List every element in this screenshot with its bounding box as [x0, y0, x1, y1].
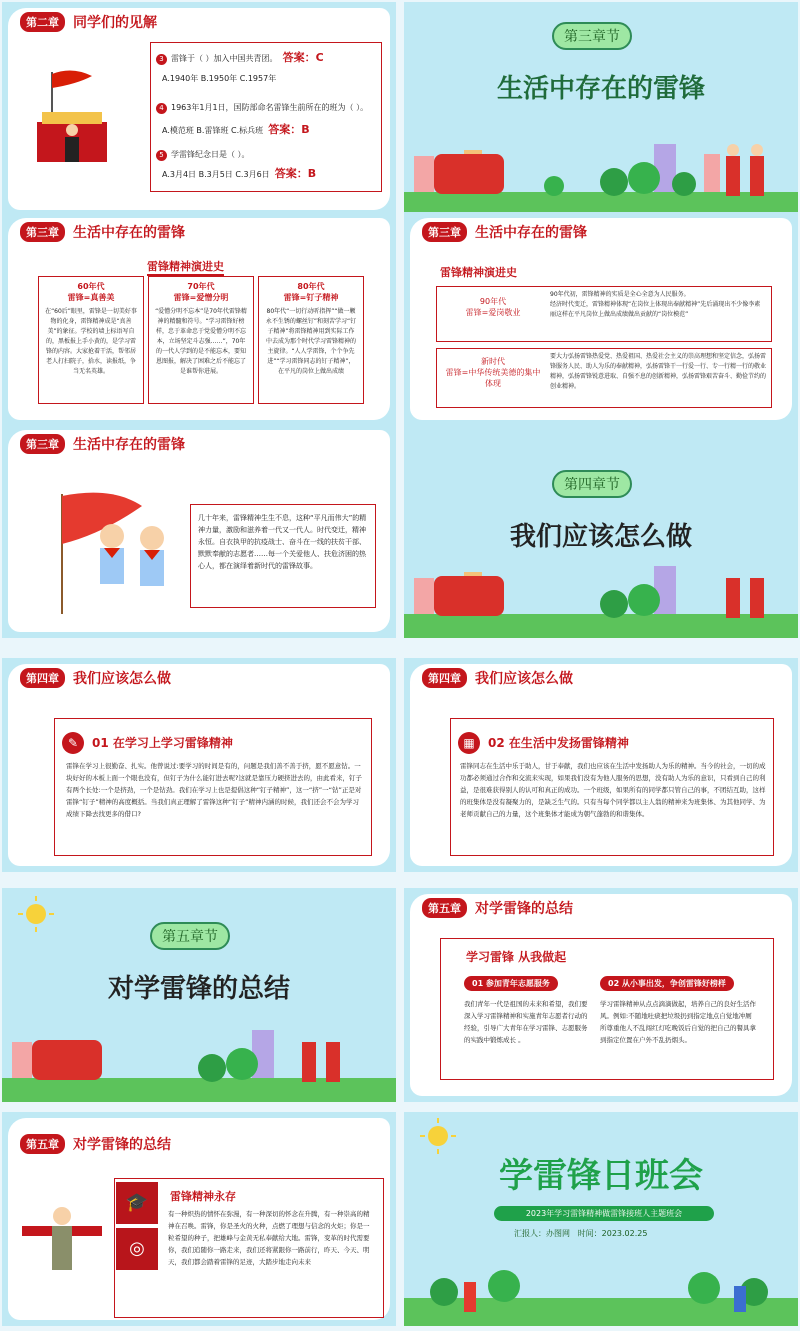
era-new-head1: 新时代 — [481, 357, 505, 366]
question-4 — [156, 95, 380, 114]
card-subtitle: 学习雷锋 从我做起 — [466, 950, 567, 964]
time-value: 2023.02.25 — [601, 1229, 648, 1238]
chapter-tag: 第四章 — [20, 668, 65, 688]
slide-3[interactable] — [2, 212, 396, 426]
chapter-title: 生活中存在的雷锋 — [475, 225, 587, 241]
era-80s-head2: 雷锋=钉子精神 — [283, 293, 339, 302]
body-text: 雷锋同志在生活中乐于助人，甘于奉献，我们也应该在生活中发扬助人为乐的精神。当今的社会，一切的成功都必须通过合作和交流来实现，如果我们没有为他人服务的思想，没有助人为乐的意识，只看到自己的利益，是很难获得别人的认可和真正的成功。一个班级，如果所有的同学都只管自己的事，不团结互助，这样的班集体是没有凝聚力的，是缺乏生气的。只有当每个同学都以主人翁的精神来为班集体、为其他同学、为老师贡献自己的力量，这个班集体才能成为朝气蓬勃的和谐集体。 — [460, 762, 766, 818]
pen-icon: ✎ — [62, 732, 84, 754]
slide-11[interactable] — [2, 1112, 396, 1326]
slide-9[interactable] — [2, 888, 396, 1102]
card-title: 01 在学习上学习雷锋精神 — [92, 736, 233, 750]
era-new-head — [444, 356, 542, 389]
slide-10[interactable] — [404, 888, 798, 1102]
chapter-title: 我们应该怎么做 — [475, 671, 573, 687]
slide-2[interactable] — [404, 2, 798, 216]
era-60s-head1: 60年代 — [77, 282, 105, 291]
soldier-illustration — [22, 1196, 102, 1286]
slide-12[interactable] — [404, 1112, 798, 1326]
q3-answer: 答案：C — [282, 51, 324, 64]
card-title: 02 在生活中发扬雷锋精神 — [488, 736, 629, 750]
subtitle: 雷锋精神演进史 — [440, 266, 517, 279]
era-70s-body: “爱憎分明不忘本”是70年代雷锋精神的精髓和符号。“学习雷锋好榜样，忠于革命忠于党爱憎分明不忘本，立场坚定斗志强……”，70年的一代人学到的是不能忘本，要知恩图报，解决了困难之后不能忘了是谁帮你进展。 — [155, 308, 247, 375]
saluting-children-illustration — [32, 484, 182, 624]
chapter-header — [20, 12, 157, 32]
era-card-70s — [148, 276, 254, 404]
section-badge: 第四章节 — [552, 470, 632, 498]
chapter-header — [20, 668, 171, 688]
city-volunteers-scene — [404, 548, 798, 638]
time-label: 时间： — [577, 1229, 602, 1238]
closing-title: 学雷锋日班会 — [499, 1156, 703, 1196]
sun-icon — [16, 894, 56, 934]
q5-text: 学雷锋纪念日是（ ）。 — [171, 150, 250, 159]
park-scene — [404, 1236, 798, 1326]
era-90s-body-red: 90年代初，雷锋精神的实质是全心全意为人民服务。 — [550, 291, 690, 298]
body-volunteer: 我们青年一代是祖国的未来和希望，我们要深入学习雷锋精神和实施青年志愿者行动的经验，引导广大青年在学习雷锋、志愿服务的实践中锻炼成长 。 — [464, 1000, 588, 1044]
q5-row — [162, 162, 316, 181]
chapter-title: 生活中存在的雷锋 — [73, 225, 185, 241]
q4-number: 4 — [156, 103, 167, 114]
subtitle: 雷锋精神演进史 — [147, 258, 224, 276]
slide-7[interactable] — [2, 658, 396, 872]
slide-8[interactable] — [404, 658, 798, 872]
chapter-title: 我们应该怎么做 — [73, 671, 171, 687]
q4-options: A.模范班 B.雷锋班 C.标兵班 — [162, 126, 264, 135]
reporter-name: 办图网 — [546, 1229, 570, 1238]
city-volunteers-scene — [2, 1012, 396, 1102]
title-ribbon: 2023年学习雷锋精神做雷锋接班人主题班会 — [494, 1206, 714, 1221]
chapter-tag: 第五章 — [20, 1134, 65, 1154]
chapter-header — [20, 222, 185, 242]
chapter-tag: 第三章 — [422, 222, 467, 242]
section-title: 生活中存在的雷锋 — [496, 74, 705, 104]
calendar-icon: ▦ — [458, 732, 480, 754]
chapter-header — [20, 1134, 171, 1154]
era-80s-head1: 80年代 — [297, 282, 325, 291]
era-90s-body: 经济时代变迁，雷锋精神体现“在岗位上体现出奉献精神”先后涌现出不少像李素丽这样在平凡岗位上做出成绩做出贡献的“岗位模范” — [550, 301, 761, 318]
slide-6[interactable] — [404, 424, 798, 638]
question-5 — [156, 142, 380, 161]
slide-1[interactable] — [2, 2, 396, 216]
card-title: 雷锋精神永存 — [170, 1190, 236, 1203]
q5-number: 5 — [156, 150, 167, 161]
chapter-title: 生活中存在的雷锋 — [73, 437, 185, 453]
era-card-60s — [38, 276, 144, 404]
slide-5[interactable] — [2, 424, 396, 638]
q3-number: 3 — [156, 54, 167, 65]
section-badge: 第三章节 — [552, 22, 632, 50]
era-70s-head2: 雷锋=爱憎分明 — [173, 293, 229, 302]
city-volunteers-scene — [404, 126, 798, 216]
chapter-header — [422, 668, 573, 688]
reporter-label: 汇报人： — [514, 1229, 546, 1238]
era-90s-body-wrap — [550, 290, 766, 320]
body-small-things: 学习雷锋精神从点点滴滴做起，培养自己的良好生活作风。例如:不随地吐痰把垃圾扔到指定地点自觉地冲厕所尊重他人不乱闯红灯吃晚饭后自觉的把自己的餐具拿到指定位置在户外不乱扔烟头。 — [600, 1000, 756, 1044]
chapter-title: 对学雷锋的总结 — [73, 1137, 171, 1153]
section-title: 我们应该怎么做 — [509, 522, 692, 552]
target-icon: ◎ — [116, 1228, 158, 1270]
section-title: 对学雷锋的总结 — [107, 974, 290, 1004]
pill-small-things: 02 从小事出发，争创雷锋好榜样 — [600, 976, 734, 991]
era-80s-body: 80年代“一切行动听指挥”“做一颗永不生锈的螺丝钉”和刻苦学习“钉子精神”将雷锋精神用到实际工作中去成为那个时代学习雷锋精神的主旋律。“人人学雷锋，个个争先进”“学习雷锋同志的钉子精神”，在平凡的岗位上做出成绩 — [265, 308, 357, 375]
chapter-title: 同学们的见解 — [73, 15, 157, 31]
question-3 — [156, 46, 380, 65]
chapter-header — [422, 898, 573, 918]
tiananmen-illustration — [32, 62, 112, 172]
q4-row — [162, 118, 310, 137]
era-90s-head2: 雷锋=爱岗敬业 — [465, 308, 521, 317]
era-90s-head — [444, 296, 542, 318]
body-text: 雷锋在学习上很勤奋、扎实。他曾说过:要学习的时间是有的，问题是我们善不善于挤，愿不愿意钻。一块好好的木板上面一个眼也没有，但钉子为什么能钉进去呢?这就是靠压力硬挤进去的，由此看来，钉子有两个长处:一个是挤劲，一个是钻劲。我们在学习上也是提倡这种“钉子精神”，这一“挤”一“钻”正是对雷锋“钉子”精神的高度概括。当我们真正理解了雷锋这种“钉子”精神内涵的时候，我们还会不会为学习成绩下降去找更多的借口? — [66, 762, 362, 818]
era-new-head2: 雷锋=中华传统美德的集中体现 — [445, 368, 541, 388]
q4-answer: 答案：B — [268, 123, 310, 136]
body-text: 有一种炽热的情怀在弥漫，有一种深切的怀念在升腾，有一种崇高的精神在召唤。雷锋，你是圣火的火种，点燃了理想与信念的火炬；你是一粒希望的种子，把雄峰与金黄无私奉献给大地。雷锋，变革的时代需要你，我们追随你一路走来，我们还将紧跟你一路前行，昨天、今天、明天，我们都会踏着雷锋的足迹，大踏步地走向未来 — [168, 1210, 370, 1266]
q5-options: A.3月4日 B.3月5日 C.3月6日 — [162, 170, 270, 179]
body-text: 几十年来，雷锋精神生生不息，这种“平凡而伟大”的精神力量，激励和滋养着一代又一代人。时代变迁，精神永恒。自衣执甲的抗疫战士、奋斗在一线的扶贫干部、默默奉献的志愿者……每一个关爱他人、扶危济困的热心人，都在演绎着新时代的雷锋故事。 — [198, 514, 367, 570]
q5-answer: 答案：B — [274, 167, 317, 180]
section-badge: 第五章节 — [150, 922, 230, 950]
chapter-header — [20, 434, 185, 454]
slide-4[interactable] — [404, 212, 798, 426]
era-card-80s — [258, 276, 364, 404]
chapter-tag: 第四章 — [422, 668, 467, 688]
chapter-tag: 第五章 — [422, 898, 467, 918]
era-60s-body: 在“60后”眼里，雷锋是一切美好事物的化身，雷锋精神成是“真善美”的象征。学校的墙上标语写自的，黑板报上手小黄的，是学习雷锋的内容。大家抢着干活，帮邻居老人打扫院子，拾水，读报纸，争当无名英雄。 — [45, 308, 137, 375]
q3-options: A.1940年 B.1950年 C.1957年 — [162, 74, 277, 83]
chapter-tag: 第二章 — [20, 12, 65, 32]
chapter-tag: 第三章 — [20, 222, 65, 242]
era-70s-head1: 70年代 — [187, 282, 215, 291]
chapter-title: 对学雷锋的总结 — [475, 901, 573, 917]
q3-text: 雷锋于（ ）加入中国共青团。 — [171, 54, 278, 63]
chapter-tag: 第三章 — [20, 434, 65, 454]
chapter-header — [422, 222, 587, 242]
era-60s-head2: 雷锋=真善美 — [67, 293, 115, 302]
q4-text: 1963年1月1日，国防部命名雷锋生前所在的班为（ ）。 — [171, 103, 369, 112]
era-new-body: 要大力弘扬雷锋热爱党、热爱祖国、热爱社会主义的崇高理想和坚定信念，弘扬雷锋服务人民、助人为乐的奉献精神，弘扬雷锋干一行爱一行、专一行精一行的敬业精神，弘扬雷锋锐意进取、自强不息的创新精神，弘扬雷锋艰苦奋斗、勤俭节约的创业精神。 — [550, 353, 767, 390]
graduation-cap-icon: 🎓 — [116, 1182, 158, 1224]
pill-volunteer: 01 参加青年志愿服务 — [464, 976, 558, 991]
era-90s-head1: 90年代 — [479, 297, 507, 306]
